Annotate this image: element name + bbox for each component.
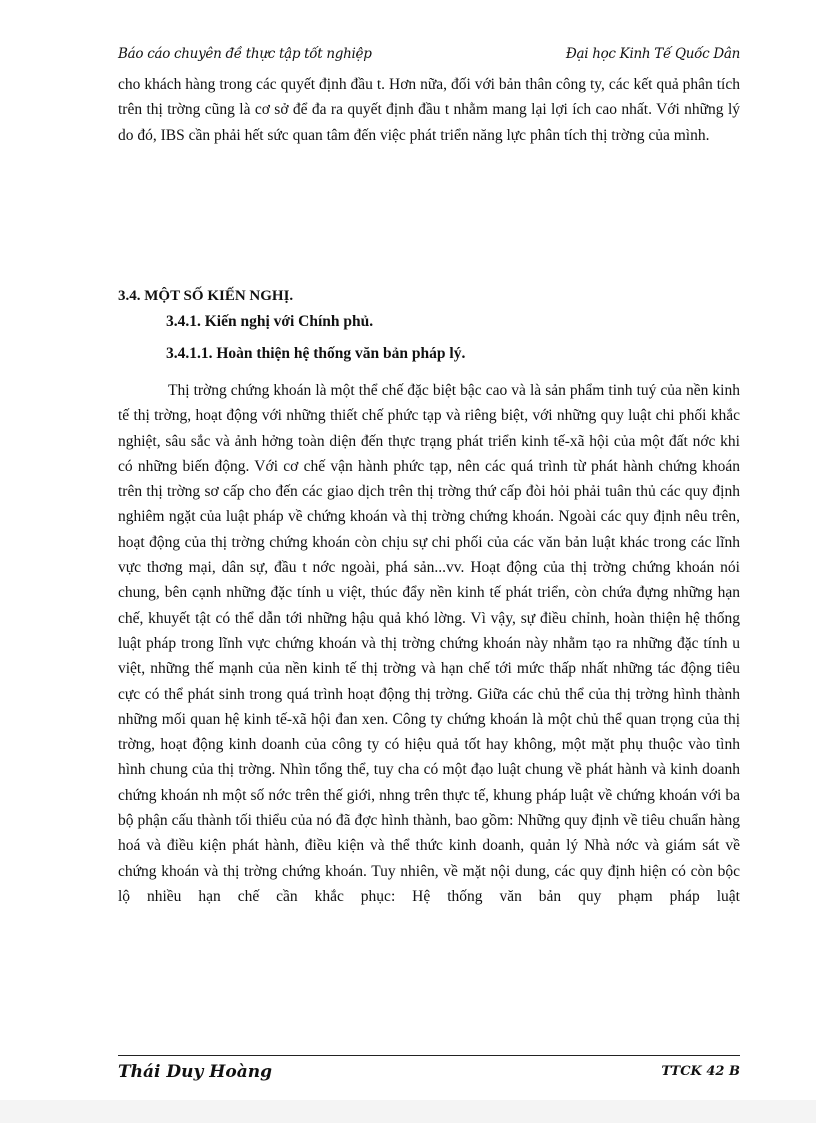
footer-class-code: TTCK 42 B: [661, 1064, 740, 1079]
header-university-name: Đại học Kinh Tế Quốc Dân: [565, 46, 740, 62]
header-report-title: Báo cáo chuyên đề thực tập tốt nghiệp: [118, 46, 372, 62]
footer-divider: [118, 1055, 740, 1056]
section-heading: 3.4. MỘT SỐ KIẾN NGHỊ.: [118, 288, 294, 304]
body-paragraph: Thị trờng chứng khoán là một thể chế đặc biệt bậc cao và là sản phẩm tinh tuý của nền kinh tế thị trờng, hoạt động với những thiết chế phức tạp và riêng biệt, với những quy luật chi phối khắc nghiệt, sâu sắc và ảnh hởng toàn diện đến thực trạng phát triển kinh tế-xã hội của một đất nớc khi có những biến động. Với cơ chế vận hành phức tạp, nên các quá trình từ phát hành chứng khoán trên thị trờng sơ cấp cho đến các giao dịch trên thị trờng thứ cấp đòi hỏi phải tuân thủ các quy định nghiêm ngặt của luật pháp về chứng khoán và thị trờng chứng khoán. Ngoài các quy định nêu trên, hoạt động của thị trờng chứng khoán còn chịu sự chi phối của các văn bản luật khác trong các lĩnh vực thơng mại, dân sự, đầu t nớc ngoài, phá sản...vv. Hoạt động của thị trờng chứng khoán nói chung, bên cạnh những đặc tính u việt, thúc đẩy nền kinh tế phát triển, còn chứa đựng những hạn chế, khuyết tật có thể dẫn tới những hậu quả khó lờng. Vì vậy, sự điều chỉnh, hoàn thiện hệ thống luật pháp trong lĩnh vực chứng khoán và thị trờng chứng khoán này nhằm tạo ra những đặc tính u việt, những thế mạnh của nền kinh tế thị trờng và hạn chế tới mức thấp nhất những tác động tiêu cực có thể phát sinh trong quá trình hoạt động thị trờng. Giữa các chủ thể của thị trờng hình thành những mối quan hệ kinh tế-xã hội đan xen. Công ty chứng khoán là một chủ thể quan trọng của thị trờng, hoạt động kinh doanh của công ty có hiệu quả tốt hay không, một mặt phụ thuộc vào tình hình chung của thị trờng. Nhìn tổng thể, tuy cha có một đạo luật chung về phát hành và kinh doanh chứng khoán nh một số nớc trên thế giới, nhng trên thực tế, khung pháp luật về chứng khoán với ba bộ phận cấu thành tối thiểu của nó đã đợc hình thành, bao gồm: Những quy định về tiêu chuẩn hàng hoá và điều kiện phát hành, điều kiện và thể thức kinh doanh, quản lý Nhà nớc và giám sát về chứng khoán và thị trờng chứng khoán. Tuy nhiên, về mặt nội dung, các quy định hiện có còn bộc lộ nhiều hạn chế cần khắc phục: Hệ thống văn bản quy phạm pháp luật: [118, 382, 740, 905]
page-header: [118, 46, 740, 68]
subsubsection-heading: 3.4.1.1. Hoàn thiện hệ thống văn bản pháp lý.: [166, 345, 466, 362]
page-footer: [118, 1062, 740, 1086]
intro-paragraph: cho khách hàng trong các quyết định đầu t. Hơn nữa, đối với bản thân công ty, các kết quả phân tích trên thị trờng cũng là cơ sở để đa ra quyết định đầu t nhằm mang lại lợi ích cao nhất. Với những lý do đó, IBS cần phải hết sức quan tâm đến việc phát triển năng lực phân tích thị trờng của mình.: [118, 76, 740, 144]
subsection-heading: 3.4.1. Kiến nghị với Chính phủ.: [166, 313, 374, 330]
footer-author-name: Thái Duy Hoàng: [118, 1062, 272, 1082]
page-bottom-band: [0, 1100, 816, 1123]
